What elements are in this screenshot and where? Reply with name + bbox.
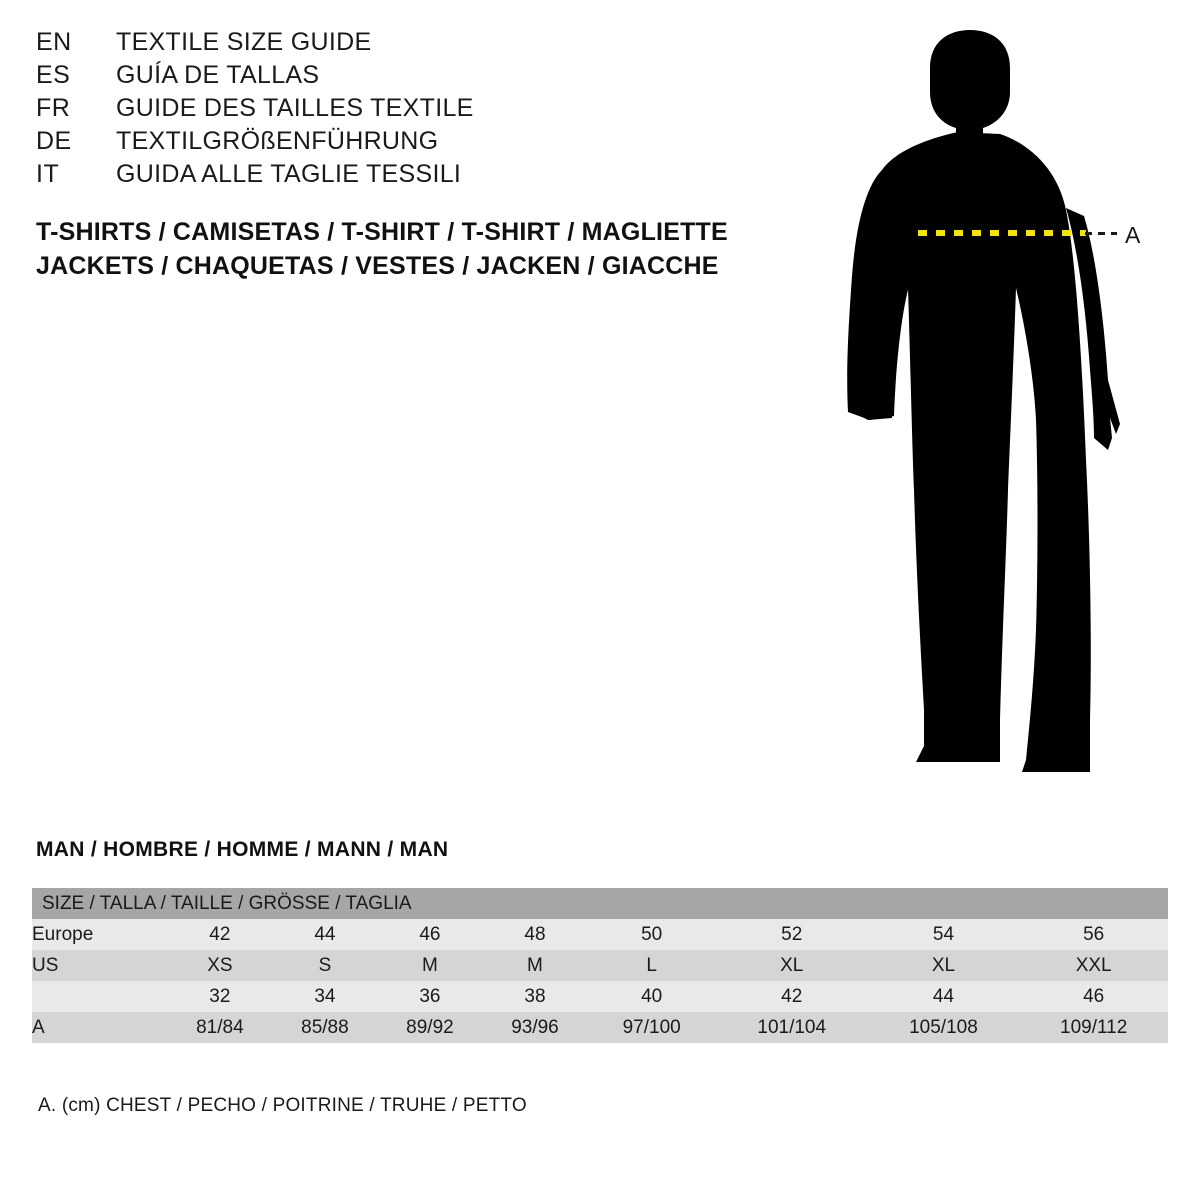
measure-label-a: A	[1125, 222, 1141, 248]
language-title-list	[36, 26, 736, 191]
cell-value: S	[272, 950, 377, 981]
language-title: TEXTILE SIZE GUIDE	[116, 28, 372, 56]
language-row	[36, 59, 736, 92]
cell-value: XL	[716, 950, 868, 981]
table-row	[32, 919, 1168, 950]
row-label: Europe	[32, 919, 167, 950]
category-tshirts: T-SHIRTS / CAMISETAS / T-SHIRT / T-SHIRT / MAGLIETTE	[36, 218, 728, 246]
language-title: TEXTILGRÖßENFÜHRUNG	[116, 127, 439, 155]
size-table	[32, 888, 1168, 1043]
table-row	[32, 1012, 1168, 1043]
table-row	[32, 981, 1168, 1012]
cell-value: L	[587, 950, 715, 981]
cell-value: M	[377, 950, 482, 981]
cell-value: 38	[482, 981, 587, 1012]
cell-value: 101/104	[716, 1012, 868, 1043]
cell-value: 32	[167, 981, 272, 1012]
cell-value: 50	[587, 919, 715, 950]
measure-leader-line	[1085, 232, 1117, 235]
language-row	[36, 125, 736, 158]
cell-value: 89/92	[377, 1012, 482, 1043]
body-silhouette-figure	[790, 20, 1190, 790]
table-footnote: A. (cm) CHEST / PECHO / POITRINE / TRUHE / PETTO	[38, 1095, 527, 1116]
cell-value: 54	[868, 919, 1020, 950]
language-code: FR	[36, 94, 71, 122]
silhouette-head	[930, 30, 1010, 140]
cell-value: 46	[377, 919, 482, 950]
cell-value: 56	[1019, 919, 1168, 950]
section-title-man: MAN / HOMBRE / HOMME / MANN / MAN	[36, 838, 449, 861]
silhouette-svg	[790, 20, 1190, 790]
cell-value: 46	[1019, 981, 1168, 1012]
category-jackets: JACKETS / CHAQUETAS / VESTES / JACKEN / GIACCHE	[36, 251, 719, 280]
row-label: A	[32, 1012, 167, 1043]
row-label: US	[32, 950, 167, 981]
language-code: EN	[36, 28, 72, 56]
cell-value: 81/84	[167, 1012, 272, 1043]
table-header-row	[32, 888, 1168, 919]
cell-value: 36	[377, 981, 482, 1012]
cell-value: 42	[167, 919, 272, 950]
language-code: ES	[36, 61, 71, 89]
cell-value: 93/96	[482, 1012, 587, 1043]
cell-value: M	[482, 950, 587, 981]
cell-value: XS	[167, 950, 272, 981]
cell-value: XL	[868, 950, 1020, 981]
cell-value: 34	[272, 981, 377, 1012]
table-header-label: SIZE / TALLA / TAILLE / GRÖSSE / TAGLIA	[32, 888, 1168, 919]
cell-value: 40	[587, 981, 715, 1012]
language-row	[36, 158, 736, 191]
cell-value: 48	[482, 919, 587, 950]
language-title: GUIDE DES TAILLES TEXTILE	[116, 94, 474, 122]
cell-value: 44	[868, 981, 1020, 1012]
cell-value: 52	[716, 919, 868, 950]
cell-value: XXL	[1019, 950, 1168, 981]
table-row	[32, 950, 1168, 981]
language-title: GUIDA ALLE TAGLIE TESSILI	[116, 160, 462, 188]
language-code: IT	[36, 160, 60, 188]
cell-value: 105/108	[868, 1012, 1020, 1043]
cell-value: 97/100	[587, 1012, 715, 1043]
cell-value: 85/88	[272, 1012, 377, 1043]
cell-value: 109/112	[1019, 1012, 1168, 1043]
cell-value: 42	[716, 981, 868, 1012]
garment-category-list	[36, 216, 796, 284]
language-title: GUÍA DE TALLAS	[116, 61, 320, 89]
row-label	[32, 981, 167, 1012]
language-row	[36, 26, 736, 59]
language-code: DE	[36, 127, 72, 155]
language-row	[36, 92, 736, 125]
cell-value: 44	[272, 919, 377, 950]
